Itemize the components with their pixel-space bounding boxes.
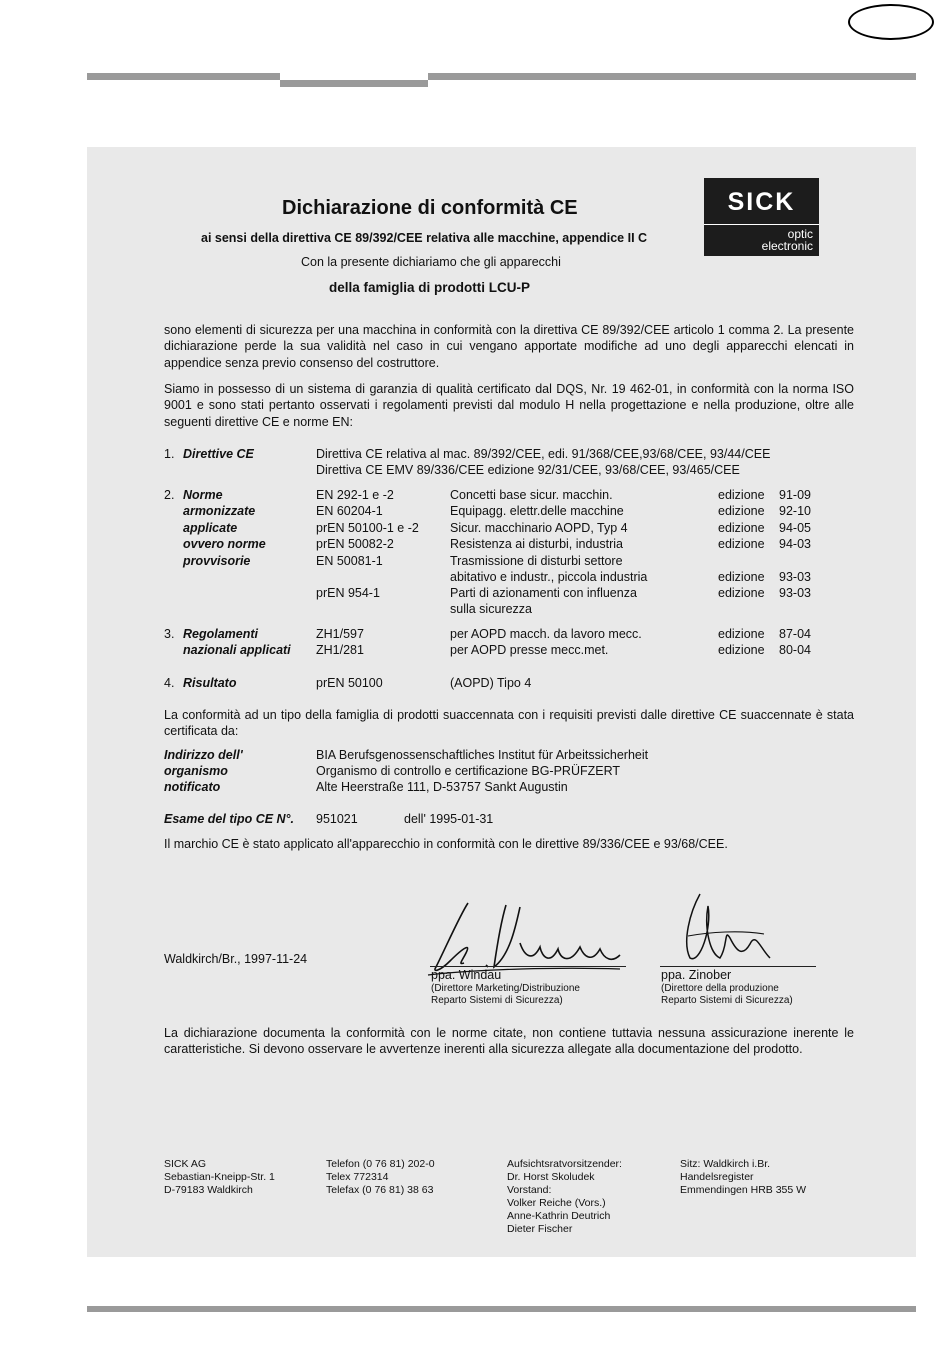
header-rule-tab [280, 80, 428, 87]
directive-subtitle: ai sensi della direttiva CE 89/392/CEE relativa alle macchine, appendice II C [201, 231, 648, 245]
norm-code: prEN 954-1 [316, 586, 380, 600]
signer2-dept: Reparto Sistemi di Sicurezza) [661, 995, 793, 1006]
norm-description: Sicur. macchinario AOPD, Typ 4 [450, 521, 628, 535]
exam-label: Esame del tipo CE N°. [164, 812, 295, 826]
org-line: Alte Heerstraße 111, D-53757 Sankt Augustin [316, 780, 568, 794]
footer-line: Vorstand: [507, 1184, 552, 1196]
norm-edition: edizione [718, 521, 765, 535]
certificate-panel [87, 147, 916, 1257]
footer-registry [680, 1158, 806, 1197]
footer-line: Anne-Kathrin Deutrich [507, 1210, 611, 1222]
language-badge [848, 4, 934, 40]
sec3-label: Regolamenti [183, 627, 259, 641]
org-line: Organismo di controllo e certificazione BG-PRÜFZERT [316, 764, 621, 778]
footer-line: Handelsregister [680, 1171, 754, 1183]
result-description: (AOPD) Tipo 4 [450, 676, 532, 690]
sec4-label: Risultato [183, 676, 237, 690]
header-rule-left [87, 73, 280, 80]
paragraph-quality: Siamo in possesso di un sistema di garanzia di qualità certificato dal DQS, Nr. 19 462-01, in conformità con la norma ISO 9001 e sono stati pertanto osservati i regolamenti previsti dal modulo H nella progettazione e nella produzione, oltre alle seguenti direttive CE e norme EN: [164, 382, 854, 429]
footer-line: Volker Reiche (Vors.) [507, 1197, 606, 1209]
signature-line-1 [430, 966, 626, 967]
intro-line: Con la presente dichiariamo che gli apparecchi [301, 255, 561, 269]
signature-line-2 [660, 966, 816, 967]
regulation-description: per AOPD macch. da lavoro mecc. [450, 627, 642, 641]
sec1-number: 1. [164, 447, 175, 461]
norm-code: prEN 50082-2 [316, 537, 394, 551]
footer-line: Sitz: Waldkirch i.Br. [680, 1158, 771, 1170]
logo-tagline-2: electronic [761, 239, 813, 253]
sec2-label: ovvero norme [183, 537, 266, 551]
signer1-role: (Direttore Marketing/Distribuzione [431, 983, 580, 994]
exam-date: dell' 1995-01-31 [404, 812, 494, 826]
footer-line: Dieter Fischer [507, 1223, 573, 1235]
footer-contact [326, 1158, 435, 1197]
footer-line: Telefon (0 76 81) 202-0 [326, 1158, 435, 1170]
sec1-line: Direttiva CE EMV 89/336/CEE edizione 92/31/CEE, 93/68/CEE, 93/465/CEE [316, 463, 740, 477]
footer-line: Telefax (0 76 81) 38 63 [326, 1184, 434, 1196]
footer-rule [87, 1306, 916, 1312]
norm-edition: edizione [718, 537, 765, 551]
norm-description: Resistenza ai disturbi, industria [450, 537, 623, 551]
page-title: Dichiarazione di conformità CE [282, 197, 578, 219]
org-line: BIA Berufsgenossenschaftliches Institut für Arbeitssicherheit [316, 748, 649, 762]
norm-description: sulla sicurezza [450, 602, 532, 616]
exam-number: 951021 [316, 812, 358, 826]
norm-edition: edizione [718, 488, 765, 502]
footer-line: SICK AG [164, 1158, 207, 1170]
norm-code: EN 60204-1 [316, 504, 383, 518]
sick-logo [704, 178, 819, 256]
norm-description: Concetti base sicur. macchin. [450, 488, 613, 502]
signer1-name: ppa. Windau [431, 968, 502, 982]
norm-edition: edizione [718, 586, 765, 600]
norm-date: 94-03 [779, 537, 811, 551]
product-family: della famiglia di prodotti LCU-P [329, 280, 531, 295]
org-label: organismo [164, 764, 228, 778]
footer-board [507, 1158, 622, 1236]
norm-description: Equipagg. elettr.delle macchine [450, 504, 624, 518]
signer2-role: (Direttore della produzione [661, 983, 779, 994]
norm-code: prEN 50100-1 e -2 [316, 521, 419, 535]
regulation-date: 87-04 [779, 627, 811, 641]
place-date: Waldkirch/Br., 1997-11-24 [164, 952, 308, 966]
signature-zinober [660, 888, 780, 973]
org-label: Indirizzo dell' [164, 748, 243, 762]
regulation-code: ZH1/597 [316, 627, 364, 641]
sec2-number: 2. [164, 488, 175, 502]
norm-code: EN 292-1 e -2 [316, 488, 394, 502]
sec3-number: 3. [164, 627, 175, 641]
norm-date: 92-10 [779, 504, 811, 518]
footer-line: D-79183 Waldkirch [164, 1184, 253, 1196]
sec1-label: Direttive CE [183, 447, 254, 461]
org-label: notificato [164, 780, 221, 794]
footer-line: Sebastian-Kneipp-Str. 1 [164, 1171, 275, 1183]
regulation-date: 80-04 [779, 643, 811, 657]
norm-date: 91-09 [779, 488, 811, 502]
sec2-label: applicate [183, 521, 238, 535]
logo-tagline-1: optic [787, 227, 813, 241]
norm-edition: edizione [718, 504, 765, 518]
norm-description: Trasmissione di disturbi settore [450, 554, 623, 568]
footer-line: Dr. Horst Skoludek [507, 1171, 595, 1183]
logo-tagline [762, 228, 813, 252]
signer2-name: ppa. Zinober [661, 968, 732, 982]
footer-company [164, 1158, 275, 1197]
result-norm: prEN 50100 [316, 676, 383, 690]
norm-edition: edizione [718, 570, 765, 584]
sec4-number: 4. [164, 676, 175, 690]
norm-code: EN 50081-1 [316, 554, 383, 568]
footer-line: Emmendingen HRB 355 W [680, 1184, 807, 1196]
footer-line: Aufsichtsratvorsitzender: [507, 1158, 622, 1170]
signer1-dept: Reparto Sistemi di Sicurezza) [431, 995, 563, 1006]
norm-description: Parti di azionamenti con influenza [450, 586, 637, 600]
header-rule-right [428, 73, 916, 80]
regulation-code: ZH1/281 [316, 643, 364, 657]
norm-date: 93-03 [779, 586, 811, 600]
sec2-label: provvisorie [183, 554, 251, 568]
norm-description: abitativo e industr., piccola industria [450, 570, 648, 584]
regulation-description: per AOPD presse mecc.met. [450, 643, 609, 657]
paragraph-certification: La conformità ad un tipo della famiglia di prodotti suaccennata con i requisiti previsti dalle direttive CE suaccennate è stata certificata da: [164, 708, 854, 739]
paragraph-disclaimer: La dichiarazione documenta la conformità con le norme citate, non contiene tuttavia nessuna assicurazione inerente le caratteristiche. Si devono osservare le avvertenze inerenti alla sicurezza allegate alla documentazione del prodotto. [164, 1026, 854, 1057]
ce-mark-statement: Il marchio CE è stato applicato all'apparecchio in conformità con le direttive 89/336/CEE e 93/68/CEE. [164, 837, 728, 851]
regulation-edition: edizione [718, 643, 765, 657]
logo-brand: SICK [727, 188, 796, 216]
sec1-line: Direttiva CE relativa al mac. 89/392/CEE, edi. 91/368/CEE,93/68/CEE, 93/44/CEE [316, 447, 771, 461]
paragraph-safety: sono elementi di sicurezza per una macchina in conformità con la direttiva CE 89/392/CEE articolo 1 comma 2. La presente dichiarazione perde la sua validità nel caso in cui vengano apportate modifiche ad uno degli apparecchi elencati in appendice senza previo consenso del costruttore. [164, 323, 854, 370]
footer-line: Telex 772314 [326, 1171, 389, 1183]
regulation-edition: edizione [718, 627, 765, 641]
sec2-label: Norme [183, 488, 223, 502]
norm-date: 93-03 [779, 570, 811, 584]
logo-divider [704, 224, 819, 225]
sec2-label: armonizzate [183, 504, 256, 518]
norm-date: 94-05 [779, 521, 811, 535]
sec3-label: nazionali applicati [183, 643, 291, 657]
